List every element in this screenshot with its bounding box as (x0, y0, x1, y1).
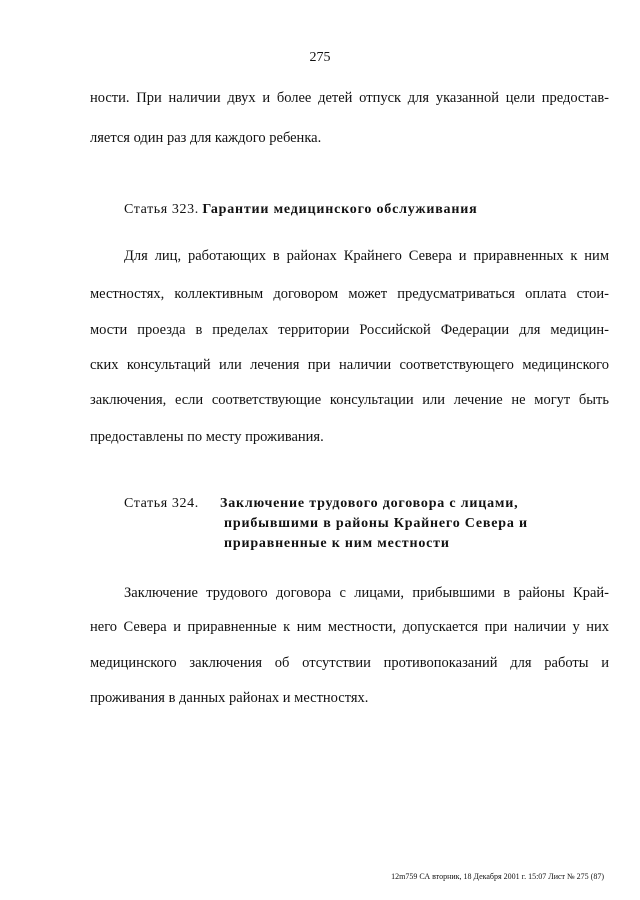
text-line: ляется один раз для каждого ребенка. (90, 130, 322, 146)
page-footer: 12m759 СА вторник, 18 Декабря 2001 г. 15:07 Лист № 275 (87) (391, 872, 604, 881)
text-line: мости проезда в пределах территории Российской Федерации для медицин- (90, 322, 609, 338)
article-title-line: прибывшими в районы Крайнего Севера и (224, 516, 528, 531)
text-line: Заключение трудового договора с лицами, прибывшими в районы Край- (124, 585, 609, 601)
text-line: Для лиц, работающих в районах Крайнего Севера и приравненных к ним (124, 248, 609, 264)
article-title-line: приравненные к ним местности (224, 536, 450, 551)
page-number: 275 (309, 50, 331, 65)
article-323-heading (124, 200, 477, 220)
article-title-line: Заключение трудового договора с лицами, (220, 496, 519, 511)
text-line: проживания в данных районах и местностях. (90, 690, 369, 706)
text-line: него Севера и приравненные к ним местности, допускается при наличии у них (90, 619, 609, 635)
text-line: медицинского заключения об отсутствии противопоказаний для работы и (90, 655, 609, 671)
article-label: Статья 324. (124, 496, 199, 511)
article-title: Гарантии медицинского обслуживания (202, 202, 478, 217)
text-line: предоставлены по месту проживания. (90, 429, 324, 445)
article-label: Статья 323. (124, 202, 199, 217)
text-line: заключения, если соответствующие консультации или лечение не могут быть (90, 392, 609, 408)
text-line: местностях, коллективным договором может предусматриваться оплата стои- (90, 286, 609, 302)
text-line: ских консультаций или лечения при наличии соответствующего медицинского (90, 357, 609, 373)
text-line: ности. При наличии двух и более детей отпуск для указанной цели предостав- (90, 90, 609, 106)
article-324-heading (124, 494, 528, 554)
